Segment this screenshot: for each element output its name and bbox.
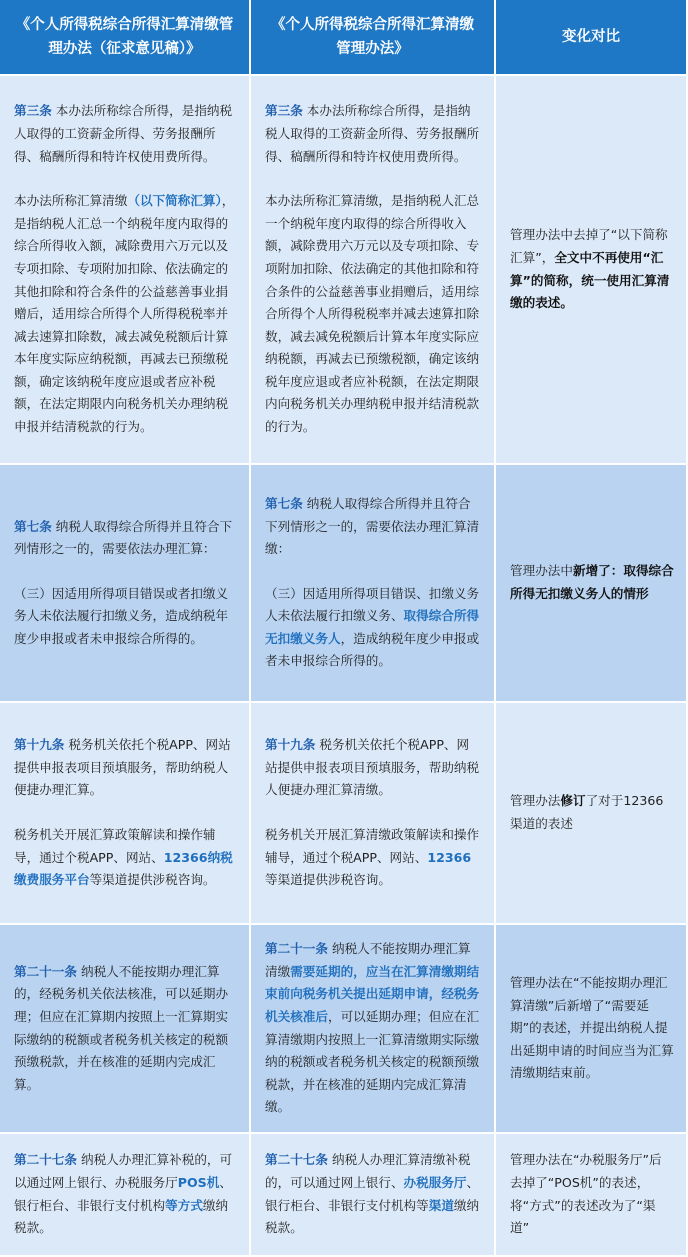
row1-change-text xyxy=(510,224,674,314)
article-number: 第十九条 xyxy=(265,737,316,753)
body-text: 、银行柜台、非银行支付机构 xyxy=(14,1174,232,1213)
row3-final-para2 xyxy=(265,824,480,892)
row3-final-cell xyxy=(251,703,496,925)
body-text: 等渠道提供涉税咨询。 xyxy=(265,872,391,888)
highlight-text: （以下简称汇算） xyxy=(127,193,222,209)
row4-change-cell xyxy=(496,925,688,1134)
row2-draft-para2 xyxy=(14,583,235,651)
row1-draft-cell xyxy=(0,76,251,465)
header-changes: 变化对比 xyxy=(496,0,688,76)
row5-final-cell xyxy=(251,1134,496,1257)
body-text: 本办法所称综合所得，是指纳税人取得的工资薪金所得、劳务报酬所得、稿酬所得和特许权使用费所得。 xyxy=(14,103,233,164)
body-text: 管理办法 xyxy=(510,793,561,809)
row2-change-text xyxy=(510,560,674,605)
row1-final-para1 xyxy=(265,100,480,168)
body-text: 、银行柜台、非银行支付机构等 xyxy=(265,1174,480,1213)
row5-draft-cell xyxy=(0,1134,251,1257)
body-text: 纳税人取得综合所得并且符合下列情形之一的，需要依法办理汇算： xyxy=(14,518,233,557)
highlight-text: POS机 xyxy=(177,1174,220,1190)
body-text: 纳税人不能按期办理汇算清缴 xyxy=(265,941,471,979)
body-text: 管理办法在“办税服务厅”后去掉了“POS机”的表述，将“方式”的表述改为了“渠道” xyxy=(510,1152,662,1236)
row5-change-text xyxy=(510,1149,674,1239)
article-number: 第三条 xyxy=(14,103,52,119)
row3-draft-cell xyxy=(0,703,251,925)
body-text: 等渠道提供涉税咨询。 xyxy=(89,872,216,888)
bold-text: 全文中不再使用“汇算”的简称，统一使用汇算清缴的表述。 xyxy=(510,249,670,311)
article-number: 第二十一条 xyxy=(265,941,328,957)
row3-draft-para1 xyxy=(14,734,235,802)
row3-change-text xyxy=(510,790,674,835)
body-text: 了对于12366渠道的表述 xyxy=(510,793,664,831)
highlight-text: 需要延期的，应当在汇算清缴期结束前向税务机关提出延期申请，经税务机关核准后 xyxy=(265,963,480,1024)
article-number: 第二十七条 xyxy=(14,1152,77,1168)
article-number: 第三条 xyxy=(265,103,303,119)
article-number: 第七条 xyxy=(265,495,303,511)
row4-draft-cell xyxy=(0,925,251,1134)
highlight-text: 取得综合所得无扣缴义务人 xyxy=(265,608,480,646)
row5-final-para1 xyxy=(265,1149,480,1239)
article-number: 第七条 xyxy=(14,518,52,534)
body-text: （三）因适用所得项目错误或者扣缴义务人未依法履行扣缴义务，造成纳税年度少申报或者未申报综合所得的。 xyxy=(14,585,229,646)
row1-draft-para2 xyxy=(14,190,235,439)
body-text: 管理办法在“不能按期办理汇算清缴”后新增了“需要延期”的表述，并提出纳税人提出延期申请的时间应当为汇算清缴期结束前。 xyxy=(510,975,674,1081)
body-text: 税务机关依托个税APP、网站提供申报表项目预填服务，帮助纳税人便捷办理汇算。 xyxy=(14,737,231,798)
body-text: （三）因适用所得项目错误、扣缴义务人未依法履行扣缴义务、 xyxy=(265,585,480,624)
row1-final-para2 xyxy=(265,190,480,439)
body-text: ，是指纳税人汇总一个纳税年度内取得的综合所得收入额，减除费用六万元以及专项扣除、专项附加扣除、依法确定的其他扣除和符合条件的公益慈善事业捐赠后，适用综合所得个人所得税税率并减去速算扣除数，减去减免税额后计算本年度实际应纳税额，再减去已预缴税额，确定该纳税年度应退或者应补税额，在法定期限内向税务机关办理纳税申报并结清税款的行为。 xyxy=(14,193,235,435)
row5-change-cell xyxy=(496,1134,688,1257)
row2-final-para1 xyxy=(265,493,480,561)
highlight-text: 12366纳税缴费服务平台 xyxy=(14,849,233,888)
body-text: ，造成纳税年度少申报或者未申报综合所得的。 xyxy=(265,630,480,669)
body-text: 管理办法中去掉了“以下简称汇算”， xyxy=(510,227,668,265)
body-text: 本办法所称汇算清缴，是指纳税人汇总一个纳税年度内取得的综合所得收入额，减除费用六万元以及专项扣除、专项附加扣除、依法确定的其他扣除和符合条件的公益慈善事业捐赠后，适用综合所得个人所得税税率并减去速算扣除数，减去减免税额后计算本年度实际应纳税额，再减去已预缴税额，确定该纳税年度应退或者应补税额，在法定期限内向税务机关办理纳税申报并结清税款的行为。 xyxy=(265,193,480,435)
row4-change-text xyxy=(510,972,674,1085)
article-number: 第十九条 xyxy=(14,737,65,753)
row4-draft-para1 xyxy=(14,961,235,1097)
highlight-text: 渠道 xyxy=(428,1197,454,1213)
body-text: 本办法所称综合所得，是指纳税人取得的工资薪金所得、劳务报酬所得、稿酬所得和特许权使用费所得。 xyxy=(265,103,480,164)
bold-text: 新增了：取得综合所得无扣缴义务人的情形 xyxy=(510,563,674,601)
row4-final-cell xyxy=(251,925,496,1134)
header-draft-measures: 《个人所得税综合所得汇算清缴管理办法（征求意见稿）》 xyxy=(0,0,251,76)
row2-final-cell xyxy=(251,465,496,703)
row3-draft-para2 xyxy=(14,824,235,892)
bold-text: 修订 xyxy=(560,793,586,809)
body-text: 本办法所称汇算清缴 xyxy=(14,193,128,209)
row2-draft-cell xyxy=(0,465,251,703)
body-text: 纳税人办理汇算清缴补税的，可以通过网上银行、 xyxy=(265,1152,471,1190)
row3-change-cell xyxy=(496,703,688,925)
row3-final-para1 xyxy=(265,734,480,802)
body-text: 税务机关开展汇算清缴政策解读和操作辅导，通过个税APP、网站、 xyxy=(265,827,480,865)
article-number: 第二十七条 xyxy=(265,1152,328,1168)
body-text: 缴纳税款。 xyxy=(14,1197,229,1236)
body-text: 税务机关依托个税APP、网站提供申报表项目预填服务，帮助纳税人便捷办理汇算清缴。 xyxy=(265,737,480,798)
body-text: 纳税人办理汇算补税的，可以通过网上银行、办税服务厅 xyxy=(14,1152,233,1190)
body-text: ，可以延期办理；但应在汇算清缴期内按照上一汇算清缴期实际缴纳的税额或者税务机关核定的税额预缴税款，并在核准的延期内完成汇算清缴。 xyxy=(265,1008,480,1115)
body-text: 税务机关开展汇算政策解读和操作辅导，通过个税APP、网站、 xyxy=(14,827,216,865)
row1-change-cell xyxy=(496,76,688,465)
article-number: 第二十一条 xyxy=(14,963,77,979)
body-text: 纳税人不能按期办理汇算的，经税务机关依法核准，可以延期办理；但应在汇算期内按照上一汇算期实际缴纳的税额或者税务机关核定的税额预缴税款，并在核准的延期内完成汇算。 xyxy=(14,963,229,1092)
highlight-text: 等方式 xyxy=(165,1197,203,1213)
row1-final-cell xyxy=(251,76,496,465)
body-text: 缴纳税款。 xyxy=(265,1197,480,1236)
highlight-text: 办税服务厅 xyxy=(403,1174,467,1190)
highlight-text: 12366 xyxy=(427,849,472,865)
body-text: 管理办法中 xyxy=(510,563,573,579)
body-text: 纳税人取得综合所得并且符合下列情形之一的，需要依法办理汇算清缴： xyxy=(265,495,480,557)
row2-final-para2 xyxy=(265,583,480,673)
row1-draft-para1 xyxy=(14,100,235,168)
row2-change-cell xyxy=(496,465,688,703)
row5-draft-para1 xyxy=(14,1149,235,1239)
row4-final-para1 xyxy=(265,938,480,1119)
row2-draft-para1 xyxy=(14,516,235,561)
header-final-measures: 《个人所得税综合所得汇算清缴管理办法》 xyxy=(251,0,496,76)
